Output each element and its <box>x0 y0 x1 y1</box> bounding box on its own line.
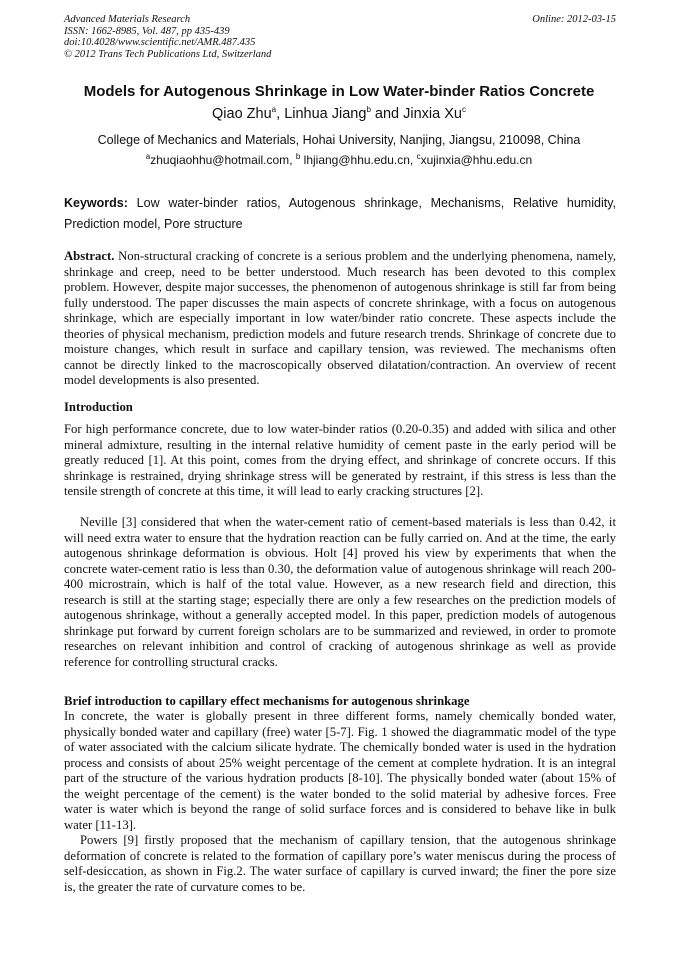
intro-paragraph-2: Neville [3] considered that when the water-cement ratio of cement-based materials is less than 0.42, it will need extra water to ensure that the hydration reaction can be fully carried on. And at the time, the early autogenous shrinkage deformation is obvious. Holt [4] proved his view by experiments that when the concrete water-cement ratio is less than 0.30, the deformation value of autogenous shrinkage will reach 200-400 microstrain, which is half of the total value. However, as a new research field and direction, this research is still at the starting stage; especially there are only a few researches on the prediction models of autogenous shrinkage, without a generally accepted model. In this paper, prediction models of autogenous shrinkage put forward by current foreign scholars are to be summarized and reviewed, in order to promote researches on relevant inhibition and control of cracking of autogenous shrinkage as well as provide reference for controlling structural cracks. <box>64 515 616 669</box>
capillary-heading: Brief introduction to capillary effect mechanisms for autogenous shrinkage <box>64 694 470 708</box>
abstract-text: Non-structural cracking of concrete is a serious problem and the underlying phenomena, namely, shrinkage and creep, need to be better understood. Much research has been devoted to this complex problem. However, despite major successes, the phenomenon of autogenous shrinkage is still far from being fully understood. The paper discusses the main aspects of concrete shrinkage, with a focus on autogenous shrinkage, which are especially important in low water/binder ratio concrete. These aspects include the theories of physical mechanism, prediction models and future research trends. Shrinkage of concrete due to moisture changes, which result in surface and capillary tension, was reviewed. The mechanisms often cannot be directly linked to the macroscopically observed dilatation/contraction. An overview of recent model developments is also presented. <box>64 249 617 387</box>
author-name: Qiao Zhu <box>212 106 272 122</box>
journal-header <box>64 14 616 60</box>
introduction-heading: Introduction <box>64 400 133 414</box>
email-address: zhuqiaohhu@hotmail.com <box>150 153 290 167</box>
abstract-label: Abstract. <box>64 249 115 263</box>
issn-line: ISSN: 1662-8985, Vol. 487, pp 435-439 <box>64 25 230 37</box>
email-list: $^a$zhuqiaohhu@hotmail.com, $^b$ lhjiang@hhu.edu.cn, $^c$xujinxia@hhu.edu.cn <box>145 152 533 167</box>
journal-name: Advanced Materials Research <box>64 14 191 25</box>
paper-title: Models for Autogenous Shrinkage in Low Water-binder Ratios Concrete <box>83 83 595 100</box>
online-date: Online: 2012-03-15 <box>532 14 616 25</box>
author-mark: c <box>461 105 466 115</box>
doi-line: doi:10.4028/www.scientific.net/AMR.487.435 <box>64 37 256 48</box>
intro-paragraph-1: For high performance concrete, due to low water-binder ratios (0.20-0.35) and added with silica and other mineral admixture, resulting in the internal relative humidity of cement paste in the early period will be greatly reduced [1]. At this point, comes from the drying effect, and shrinkage of concrete occurs. If this shrinkage is restrained, drying shrinkage stress will be generated by restraint, if this stress is less than the tensile strength of concrete at this time, it will lead to early cracking structures [2]. <box>64 422 616 498</box>
affiliation: College of Mechanics and Materials, Hohai University, Nanjing, Jiangsu, 210098, China <box>97 133 581 147</box>
capillary-paragraph-2: Powers [9] firstly proposed that the mechanism of capillary tension, that the autogenous shrinkage deformation of concrete is related to the formation of capillary pore’s water meniscus during the process of self-desiccation, as shown in Fig.2. The water surface of capillary is curved inward; the finer the pore size is, the greater the rate of curvature comes to be. <box>64 833 616 894</box>
author-mark: b <box>366 105 371 115</box>
author-name: Jinxia Xu <box>403 106 462 122</box>
keywords-text: Low water-binder ratios, Autogenous shrinkage, Mechanisms, Relative humidity, Prediction model, Pore structure <box>64 196 616 231</box>
copyright-line: © 2012 Trans Tech Publications Ltd, Switzerland <box>64 48 272 60</box>
abstract <box>64 249 616 389</box>
keywords <box>64 193 616 235</box>
capillary-paragraph-1: In concrete, the water is globally present in three different forms, namely chemically bonded water, physically bonded water and capillary (free) water [5-7]. Fig. 1 showed the diagrammatic model of the type of water associated with the calcium silicate hydrate. The chemically bonded water is used in the hydration process and consists of about 25% weight percentage of the cement at complete hydration. It is an integral part of the structure of the various hydration products [8-10]. The physically bonded water (about 15% of the weight percentage of the cement) is the water bonded to the solid material by adhesive forces. Free water is water which is beyond the range of solid surface forces and is considered to behave like in bulk water [11-13]. <box>64 709 616 832</box>
keywords-label: Keywords: <box>64 196 128 210</box>
author-mark: a <box>271 105 277 115</box>
author-name: Linhua Jiang <box>284 106 367 122</box>
author-list: Qiao Zhu$^a$, Linhua Jiang$^b$ and Jinxia Xu$^c$ <box>212 105 466 122</box>
email-address: xujinxia@hhu.edu.cn <box>420 153 533 167</box>
email-address: lhjiang@hhu.edu.cn <box>303 153 410 167</box>
